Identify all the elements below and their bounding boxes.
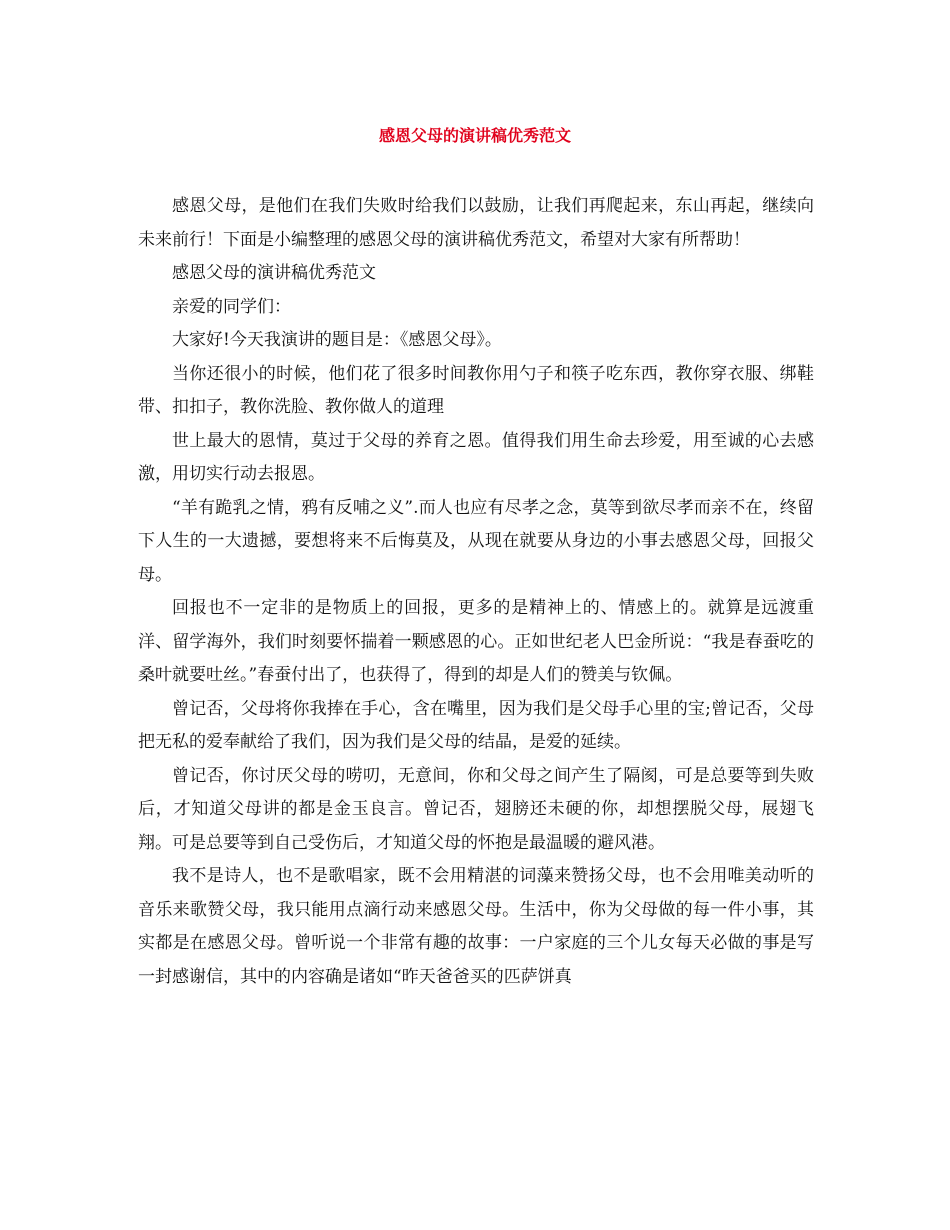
paragraph-childhood: 当你还很小的时候，他们花了很多时间教你用勺子和筷子吃东西，教你穿衣服、绑鞋带、扣扣子，教你洗脸、教你做人的道理: [138, 363, 814, 417]
paragraph-salutation: 亲爱的同学们：: [172, 296, 291, 317]
paragraph-subtitle: 感恩父母的演讲稿优秀范文: [172, 263, 376, 283]
paragraph-remember-2: 曾记否，你讨厌父母的唠叨，无意间，你和父母之间产生了隔阂，可是总要等到失败后，才知道父母讲的都是金玉良言。曾记否，翅膀还未硬的你，却想摆脱父母，展翅飞翔。可是总要等到自己受伤后，才知道父母的怀抱是最温暖的避风港。: [138, 765, 814, 853]
paragraph-remember-1: 曾记否，父母将你我捧在手心，含在嘴里，因为我们是父母手心里的宝;曾记否，父母把无私的爱奉献给了我们，因为我们是父母的结晶，是爱的延续。: [138, 698, 814, 752]
document-body: [138, 190, 814, 994]
document-title: 感恩父母的演讲稿优秀范文: [378, 126, 571, 145]
paragraph-action: 我不是诗人，也不是歌唱家，既不会用精湛的词藻来赞扬父母，也不会用唯美动听的音乐来歌赞父母，我只能用点滴行动来感恩父母。生活中，你为父母做的每一件小事，其实都是在感恩父母。曾听说一个非常有趣的故事：一户家庭的三个儿女每天必做的事是写一封感谢信，其中的内容确是诸如“昨天爸爸买的匹萨饼真: [138, 866, 814, 987]
paragraph-greatest-kindness: 世上最大的恩情，莫过于父母的养育之恩。值得我们用生命去珍爱，用至诚的心去感激，用切实行动去报恩。: [138, 430, 814, 484]
paragraph-filial-piety: “羊有跪乳之情，鸦有反哺之义”.而人也应有尽孝之念，莫等到欲尽孝而亲不在，终留下人生的一大遗撼，要想将来不后悔莫及，从现在就要从身边的小事去感恩父母，回报父母。: [138, 497, 814, 585]
paragraph-repayment: 回报也不一定非的是物质上的回报，更多的是精神上的、情感上的。就算是远渡重洋、留学海外，我们时刻要怀揣着一颗感恩的心。正如世纪老人巴金所说：“我是春蚕吃的桑叶就要吐丝。”春蚕付出了，也获得了，得到的却是人们的赞美与钦佩。: [138, 598, 814, 685]
paragraph-greeting: 大家好!今天我演讲的题目是：《感恩父母》。: [172, 330, 502, 350]
paragraph-intro: 感恩父母，是他们在我们失败时给我们以鼓励，让我们再爬起来，东山再起，继续向未来前行！下面是小编整理的感恩父母的演讲稿优秀范文，希望对大家有所帮助！: [138, 196, 814, 250]
